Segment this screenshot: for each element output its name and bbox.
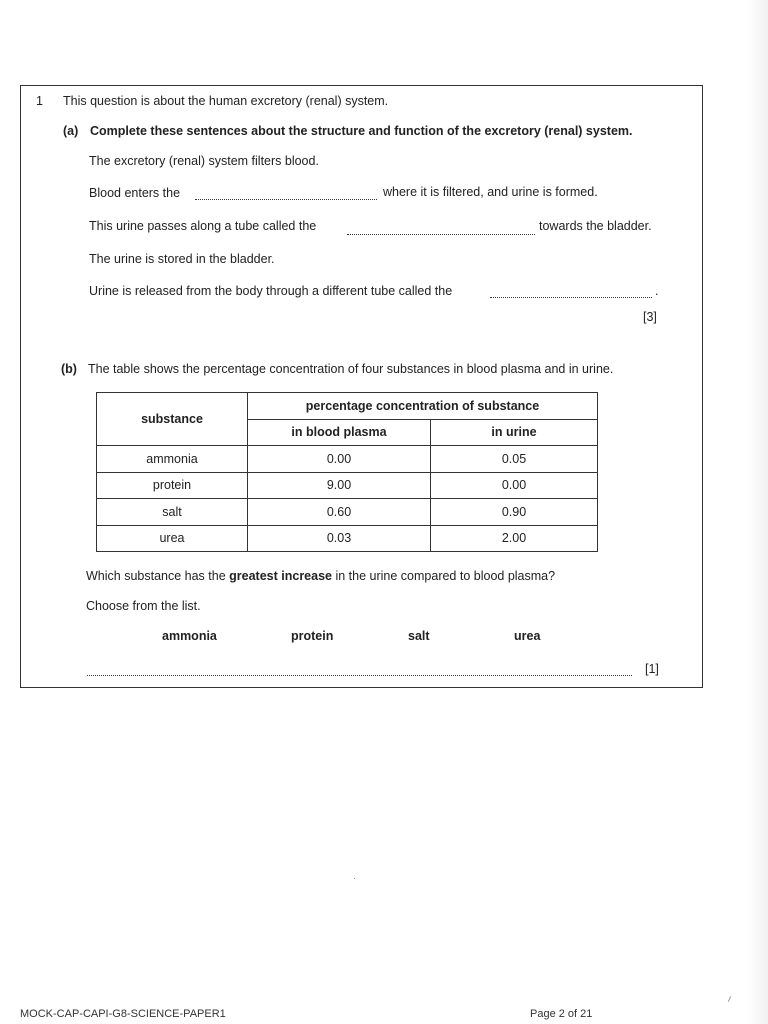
part-a-line5-end: . [655,284,659,298]
part-b-choose: Choose from the list. [86,599,201,613]
table-row [97,525,598,552]
question-intro: This question is about the human excretory (renal) system. [63,94,389,108]
header-blood-plasma: in blood plasma [248,419,431,446]
part-a-label: (a) [63,124,79,138]
footer-page-number: Page 2 of 21 [530,1008,593,1020]
part-b-question-after: in the urine compared to blood plasma? [335,569,556,583]
cell-plasma: 0.03 [248,525,431,552]
concentration-table [96,392,598,552]
header-urine: in urine [431,419,598,446]
cell-substance: urea [97,525,248,552]
cell-substance: salt [97,499,248,526]
cell-urine: 2.00 [431,525,598,552]
part-a-line3-before: This urine passes along a tube called the [89,219,317,233]
cell-urine: 0.00 [431,472,598,499]
part-a-line5-before: Urine is released from the body through a different tube called the [89,284,453,298]
option-protein: protein [291,629,334,643]
option-urea: urea [514,629,541,643]
answer-line-exit-tube[interactable] [490,297,652,298]
option-ammonia: ammonia [162,629,217,643]
answer-line-tube-to-bladder[interactable] [347,234,535,235]
part-b-intro: The table shows the percentage concentration of four substances in blood plasma and in urine. [88,362,614,376]
cell-substance: ammonia [97,446,248,473]
part-a-line3-after: towards the bladder. [539,219,652,233]
table-row [97,499,598,526]
footer-paper-code: MOCK-CAP-CAPI-G8-SCIENCE-PAPER1 [20,1008,226,1020]
part-b-marks: [1] [645,662,659,676]
option-salt: salt [408,629,430,643]
question-box [20,85,703,688]
scan-speck [354,878,355,879]
table-row [97,472,598,499]
cell-plasma: 9.00 [248,472,431,499]
cell-plasma: 0.00 [248,446,431,473]
header-percentage-group: percentage concentration of substance [248,393,598,420]
question-number: 1 [36,94,43,108]
scan-mark [728,996,731,1002]
part-a-marks: [3] [643,310,657,324]
part-b-question-before: Which substance has the [86,569,226,583]
answer-line-substance[interactable] [87,675,632,676]
part-b-label: (b) [61,362,77,376]
part-a-line1: The excretory (renal) system filters blood. [89,154,319,168]
cell-substance: protein [97,472,248,499]
table-row [97,446,598,473]
cell-plasma: 0.60 [248,499,431,526]
part-a-instruction: Complete these sentences about the structure and function of the excretory (renal) system. [90,124,633,138]
header-substance: substance [97,393,248,446]
part-a-line2-after: where it is filtered, and urine is formed. [383,185,598,199]
part-a-line2-before: Blood enters the [89,186,181,200]
part-a-line4: The urine is stored in the bladder. [89,252,275,266]
answer-line-organ[interactable] [195,199,377,200]
part-b-question [86,569,555,583]
cell-urine: 0.05 [431,446,598,473]
part-b-question-emphasis: greatest increase [229,569,332,583]
scan-edge-shadow [746,0,768,1024]
cell-urine: 0.90 [431,499,598,526]
